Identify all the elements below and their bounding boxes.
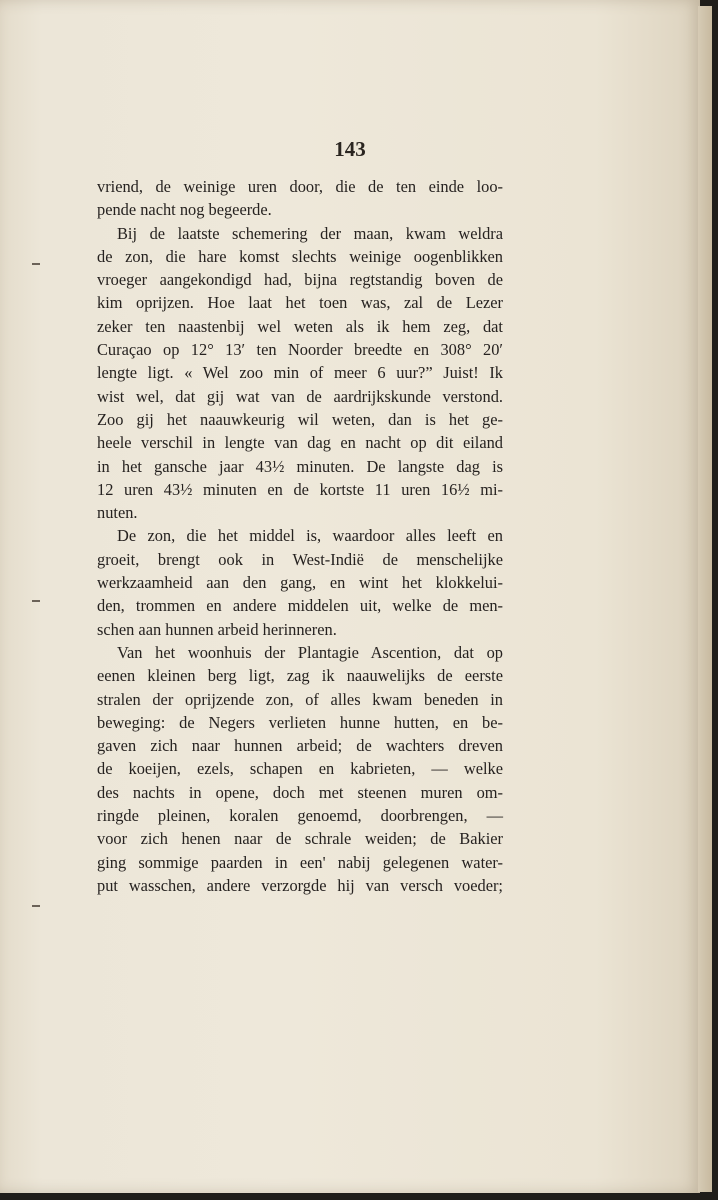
paragraph xyxy=(97,222,503,525)
text-line: ringde pleinen, koralen genoemd, doorbrengen, — xyxy=(97,806,503,826)
text-line: vriend, de weinige uren door, die de ten einde loo- xyxy=(97,177,503,196)
text-line: vroeger aangekondigd had, bijna regtstandig boven de xyxy=(97,270,503,290)
margin-mark xyxy=(32,600,40,602)
text-line: eenen kleinen berg ligt, zag ik naauwelijks de eerste xyxy=(97,666,503,686)
margin-mark xyxy=(32,263,40,265)
text-line: nuten. xyxy=(97,503,138,523)
text-line: Zoo gij het naauwkeurig wil weten, dan is het ge- xyxy=(97,409,503,429)
text-line: 12 uren 43½ minuten en de kortste 11 uren 16½ mi- xyxy=(97,479,503,499)
text-line: ging sommige paarden in een' nabij gelegenen water- xyxy=(97,852,503,872)
text-line: den, trommen en andere middelen uit, welke de men- xyxy=(97,596,503,616)
text-line: De zon, die het middel is, waardoor alles leeft en xyxy=(117,526,503,546)
margin-mark xyxy=(32,905,40,907)
paragraph xyxy=(97,524,503,640)
text-line: voor zich henen naar de schrale weiden; de Bakier xyxy=(97,829,503,849)
text-line: de zon, die hare komst slechts weinige oogenblikken xyxy=(97,246,503,266)
text-line: de koeijen, ezels, schapen en kabrieten, — welke xyxy=(97,759,503,779)
text-line: stralen der oprijzende zon, of alles kwam beneden in xyxy=(97,689,503,709)
text-line: lengte ligt. « Wel zoo min of meer 6 uur?” Juist! Ik xyxy=(97,363,503,383)
text-line: kim oprijzen. Hoe laat het toen was, zal de Lezer xyxy=(97,293,503,313)
text-line: groeit, brengt ook in West-Indië de menschelijke xyxy=(97,549,503,569)
text-line: zeker ten naastenbij wel weten als ik hem zeg, dat xyxy=(97,316,503,336)
text-line: werkzaamheid aan den gang, en wint het klokkelui- xyxy=(97,573,503,593)
page-number: 143 xyxy=(334,137,366,161)
text-line: wist wel, dat gij wat van de aardrijkskunde verstond. xyxy=(97,386,503,406)
text-line: des nachts in opene, doch met steenen muren om- xyxy=(97,782,503,802)
text-line: Van het woonhuis der Plantagie Ascention, dat op xyxy=(117,642,503,662)
paragraph xyxy=(97,641,503,897)
text-line: put wasschen, andere verzorgde hij van versch voeder; xyxy=(97,875,503,895)
paragraph xyxy=(97,175,503,222)
text-line: in het gansche jaar 43½ minuten. De langste dag is xyxy=(97,456,503,476)
text-line: Bij de laatste schemering der maan, kwam weldra xyxy=(117,223,503,243)
text-line: gaven zich naar hunnen arbeid; de wachters dreven xyxy=(97,736,503,756)
text-line: heele verschil in lengte van dag en nacht op dit eiland xyxy=(97,433,503,453)
text-line: Curaçao op 12° 13′ ten Noorder breedte en 308° 20′ xyxy=(97,340,503,360)
page-edge xyxy=(698,6,712,1192)
text-line: schen aan hunnen arbeid herinneren. xyxy=(97,619,337,639)
body-text xyxy=(97,175,503,897)
text-line: pende nacht nog begeerde. xyxy=(97,200,272,220)
text-line: beweging: de Negers verlieten hunne hutten, en be- xyxy=(97,712,503,732)
